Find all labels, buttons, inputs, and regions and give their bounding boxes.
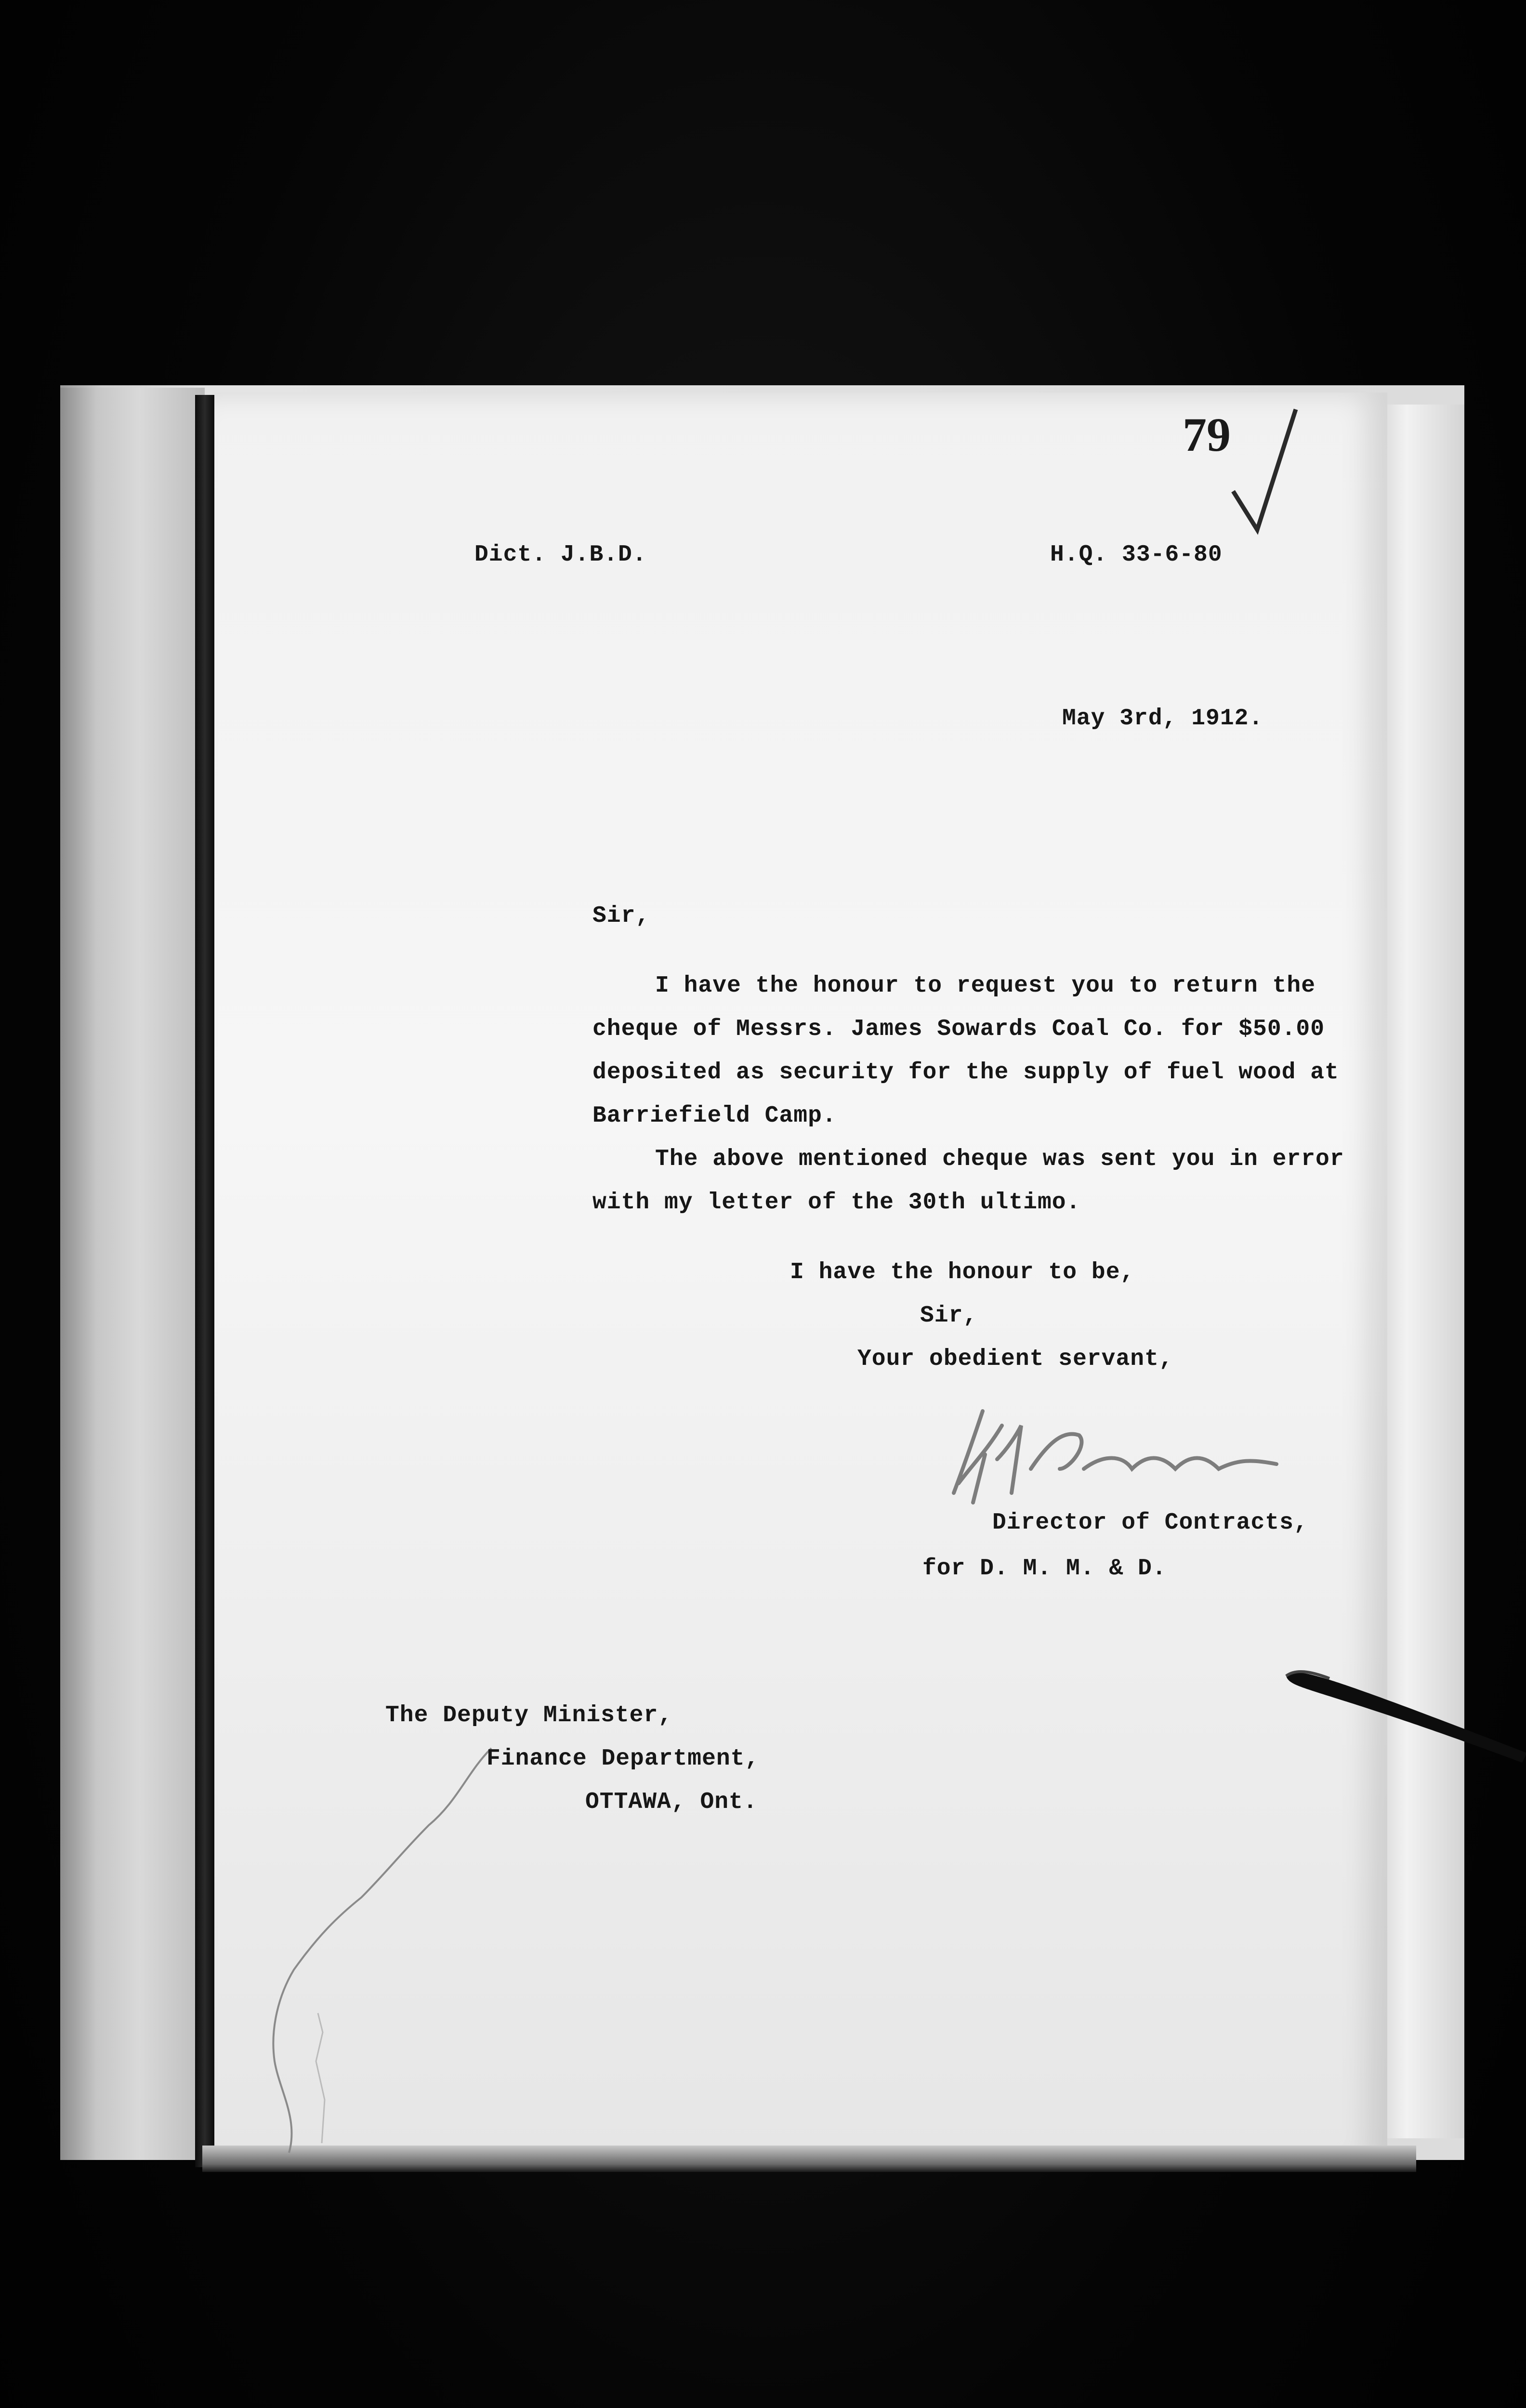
body-line: with my letter of the 30th ultimo.: [592, 1190, 1081, 1216]
binding-spine: [195, 395, 214, 2167]
signature-title: Director of Contracts,: [992, 1510, 1308, 1536]
body-line: deposited as security for the supply of fuel wood at: [592, 1060, 1339, 1086]
file-reference: H.Q. 33-6-80: [1050, 542, 1223, 568]
signature-for: for D. M. M. & D.: [922, 1556, 1167, 1582]
closing-line: Your obedient servant,: [857, 1346, 1173, 1372]
addressee-line: Finance Department,: [487, 1746, 760, 1772]
body-line: The above mentioned cheque was sent you in error: [655, 1146, 1344, 1172]
body-line: cheque of Messrs. James Sowards Coal Co. for $50.00: [592, 1016, 1325, 1042]
letter-date: May 3rd, 1912.: [1062, 706, 1263, 732]
closing-line: Sir,: [920, 1303, 978, 1329]
handwritten-signature: [939, 1397, 1344, 1522]
addressee-line: The Deputy Minister,: [385, 1702, 673, 1728]
body-line: Barriefield Camp.: [592, 1103, 837, 1129]
dictation-initials: Dict. J.B.D.: [474, 542, 647, 568]
torn-paper-edge: [260, 1743, 511, 2158]
body-line: I have the honour to request you to return the: [655, 973, 1316, 999]
pen-icon: [1276, 1657, 1526, 1763]
left-fold: [60, 388, 205, 2160]
salutation: Sir,: [592, 903, 650, 929]
folio-number: 79: [1183, 408, 1231, 461]
addressee-line: OTTAWA, Ont.: [585, 1789, 758, 1815]
closing-line: I have the honour to be,: [790, 1259, 1135, 1285]
check-mark-icon: [1223, 400, 1301, 539]
